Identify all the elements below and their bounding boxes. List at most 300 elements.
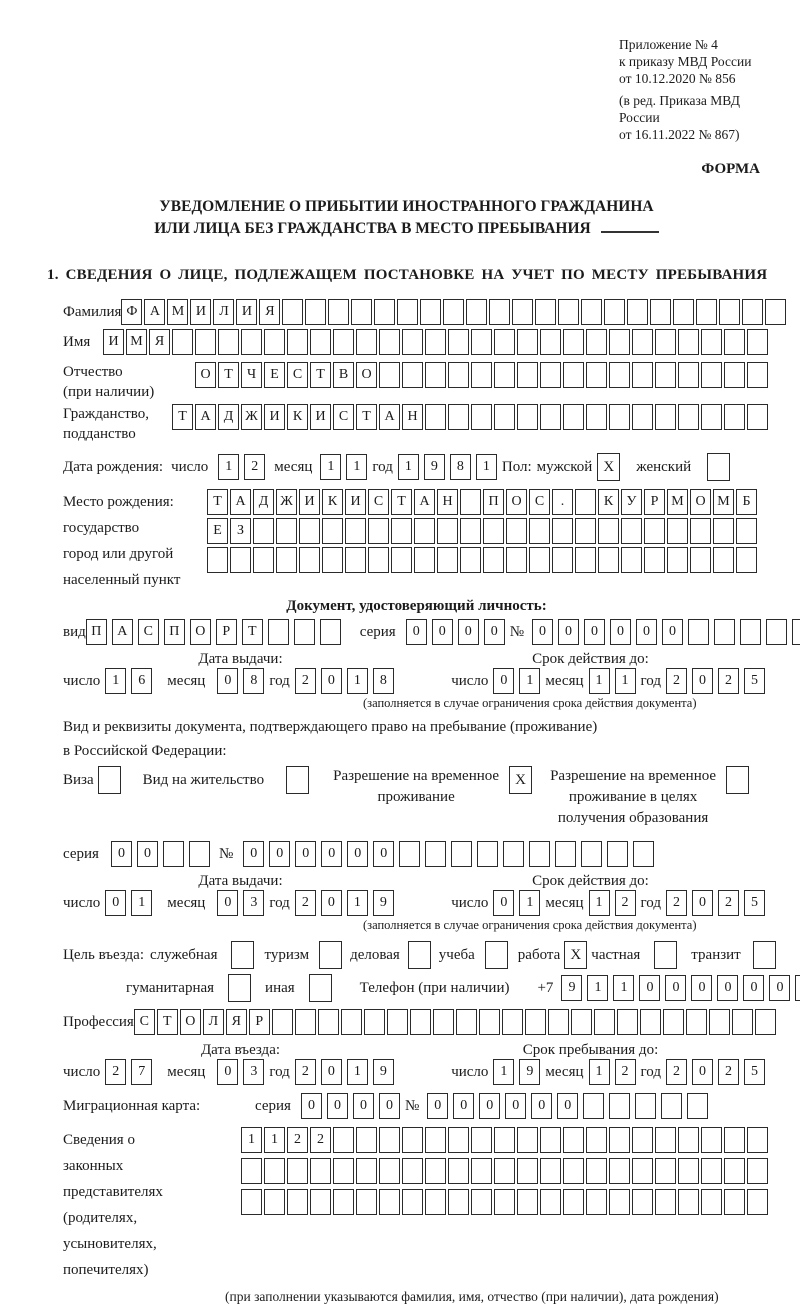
char-cell[interactable] [379,1127,400,1153]
purpose-tourism-checkbox[interactable] [319,941,342,969]
char-cell[interactable] [701,1127,722,1153]
char-cell[interactable] [678,1127,699,1153]
char-cell[interactable] [494,1158,515,1184]
char-cell[interactable] [425,362,446,388]
char-cell[interactable] [540,1189,561,1215]
char-cell[interactable] [471,1127,492,1153]
char-cell[interactable]: 0 [665,975,686,1001]
char-cell[interactable] [414,547,435,573]
char-cell[interactable]: 0 [217,890,238,916]
char-cell[interactable]: 1 [347,668,368,694]
char-cell[interactable] [364,1009,385,1035]
char-cell[interactable] [402,1127,423,1153]
char-cell[interactable] [678,1189,699,1215]
char-cell[interactable] [627,299,648,325]
char-cell[interactable] [379,1158,400,1184]
char-cell[interactable] [351,299,372,325]
char-cell[interactable]: Р [216,619,237,645]
char-cell[interactable] [345,518,366,544]
purpose-study-checkbox[interactable] [485,941,508,969]
char-cell[interactable]: 0 [137,841,158,867]
char-cell[interactable] [517,329,538,355]
char-cell[interactable]: 2 [615,1059,636,1085]
char-cell[interactable] [678,1158,699,1184]
char-cell[interactable] [621,547,642,573]
edu-permit-checkbox[interactable] [726,766,749,794]
char-cell[interactable]: И [103,329,124,355]
char-cell[interactable] [471,1189,492,1215]
char-cell[interactable] [479,1009,500,1035]
char-cell[interactable] [709,1009,730,1035]
char-cell[interactable]: З [230,518,251,544]
char-cell[interactable]: Ф [121,299,142,325]
char-cell[interactable]: И [236,299,257,325]
char-cell[interactable]: Я [226,1009,247,1035]
char-cell[interactable] [701,404,722,430]
char-cell[interactable] [540,329,561,355]
char-cell[interactable] [529,547,550,573]
char-cell[interactable]: 0 [691,975,712,1001]
char-cell[interactable] [640,1009,661,1035]
char-cell[interactable]: 7 [131,1059,152,1085]
char-cell[interactable] [287,1158,308,1184]
char-cell[interactable] [437,518,458,544]
char-cell[interactable]: Ж [276,489,297,515]
char-cell[interactable] [506,547,527,573]
char-cell[interactable] [632,1127,653,1153]
char-cell[interactable] [581,299,602,325]
char-cell[interactable] [189,841,210,867]
char-cell[interactable] [333,329,354,355]
char-cell[interactable] [742,299,763,325]
char-cell[interactable] [287,329,308,355]
char-cell[interactable]: 1 [241,1127,262,1153]
char-cell[interactable] [713,547,734,573]
char-cell[interactable] [552,518,573,544]
char-cell[interactable] [747,404,768,430]
char-cell[interactable] [583,1093,604,1119]
char-cell[interactable]: П [483,489,504,515]
char-cell[interactable]: 0 [321,668,342,694]
char-cell[interactable] [230,547,251,573]
char-cell[interactable] [218,329,239,355]
char-cell[interactable] [563,362,584,388]
char-cell[interactable] [241,329,262,355]
char-cell[interactable]: Т [310,362,331,388]
char-cell[interactable]: Я [149,329,170,355]
char-cell[interactable] [443,299,464,325]
char-cell[interactable] [305,299,326,325]
char-cell[interactable]: К [287,404,308,430]
char-cell[interactable]: 0 [484,619,505,645]
char-cell[interactable] [299,518,320,544]
purpose-transit-checkbox[interactable] [753,941,776,969]
char-cell[interactable]: А [144,299,165,325]
char-cell[interactable] [451,841,472,867]
char-cell[interactable]: Т [218,362,239,388]
char-cell[interactable] [609,1158,630,1184]
char-cell[interactable] [494,362,515,388]
char-cell[interactable] [529,518,550,544]
char-cell[interactable] [586,1189,607,1215]
char-cell[interactable]: 1 [218,454,239,480]
char-cell[interactable]: Т [157,1009,178,1035]
char-cell[interactable]: А [195,404,216,430]
char-cell[interactable]: Р [644,489,665,515]
char-cell[interactable]: 0 [531,1093,552,1119]
char-cell[interactable] [402,362,423,388]
char-cell[interactable]: С [134,1009,155,1035]
char-cell[interactable] [747,1158,768,1184]
char-cell[interactable] [609,1189,630,1215]
char-cell[interactable]: 0 [692,1059,713,1085]
char-cell[interactable] [402,1158,423,1184]
char-cell[interactable] [667,547,688,573]
char-cell[interactable]: 3 [243,1059,264,1085]
purpose-other-checkbox[interactable] [309,974,332,1002]
char-cell[interactable] [494,404,515,430]
char-cell[interactable] [333,1127,354,1153]
char-cell[interactable] [425,1158,446,1184]
char-cell[interactable] [241,1189,262,1215]
char-cell[interactable] [632,1158,653,1184]
char-cell[interactable]: 9 [373,1059,394,1085]
char-cell[interactable] [766,619,787,645]
char-cell[interactable]: 1 [589,890,610,916]
char-cell[interactable] [163,841,184,867]
char-cell[interactable] [765,299,786,325]
char-cell[interactable] [456,1009,477,1035]
char-cell[interactable]: 1 [493,1059,514,1085]
char-cell[interactable] [471,404,492,430]
char-cell[interactable] [548,1009,569,1035]
purpose-work-checkbox[interactable]: X [564,941,587,969]
char-cell[interactable] [379,1189,400,1215]
char-cell[interactable]: 0 [453,1093,474,1119]
char-cell[interactable]: 0 [321,1059,342,1085]
char-cell[interactable]: Л [203,1009,224,1035]
char-cell[interactable] [655,1158,676,1184]
char-cell[interactable] [448,1127,469,1153]
char-cell[interactable]: Т [356,404,377,430]
char-cell[interactable]: М [126,329,147,355]
char-cell[interactable]: 0 [321,841,342,867]
char-cell[interactable] [598,518,619,544]
char-cell[interactable]: 2 [666,1059,687,1085]
char-cell[interactable] [586,329,607,355]
char-cell[interactable] [678,329,699,355]
char-cell[interactable] [341,1009,362,1035]
char-cell[interactable]: 0 [532,619,553,645]
char-cell[interactable]: 0 [379,1093,400,1119]
char-cell[interactable] [667,518,688,544]
purpose-humanitarian-checkbox[interactable] [228,974,251,1002]
char-cell[interactable] [655,362,676,388]
char-cell[interactable] [644,518,665,544]
char-cell[interactable] [678,362,699,388]
char-cell[interactable] [740,619,761,645]
char-cell[interactable] [320,619,341,645]
char-cell[interactable]: 2 [295,668,316,694]
char-cell[interactable] [318,1009,339,1035]
char-cell[interactable]: К [322,489,343,515]
char-cell[interactable] [621,518,642,544]
char-cell[interactable] [540,1127,561,1153]
char-cell[interactable] [661,1093,682,1119]
char-cell[interactable] [466,299,487,325]
char-cell[interactable] [471,329,492,355]
char-cell[interactable] [322,547,343,573]
char-cell[interactable] [650,299,671,325]
char-cell[interactable]: И [310,404,331,430]
char-cell[interactable] [387,1009,408,1035]
purpose-official-checkbox[interactable] [231,941,254,969]
sex-female-checkbox[interactable] [707,453,730,481]
char-cell[interactable]: 9 [373,890,394,916]
char-cell[interactable] [563,404,584,430]
char-cell[interactable]: 1 [398,454,419,480]
char-cell[interactable] [686,1009,707,1035]
char-cell[interactable]: Р [249,1009,270,1035]
char-cell[interactable] [310,1158,331,1184]
char-cell[interactable]: 1 [264,1127,285,1153]
char-cell[interactable] [414,518,435,544]
char-cell[interactable] [494,329,515,355]
char-cell[interactable] [632,362,653,388]
char-cell[interactable] [402,329,423,355]
char-cell[interactable]: 0 [662,619,683,645]
char-cell[interactable]: 9 [424,454,445,480]
sex-male-checkbox[interactable]: X [597,453,620,481]
char-cell[interactable] [701,362,722,388]
char-cell[interactable] [575,547,596,573]
char-cell[interactable] [517,1158,538,1184]
char-cell[interactable] [655,1127,676,1153]
char-cell[interactable]: 0 [269,841,290,867]
char-cell[interactable] [503,841,524,867]
char-cell[interactable]: . [552,489,573,515]
char-cell[interactable]: 9 [519,1059,540,1085]
char-cell[interactable]: 0 [558,619,579,645]
char-cell[interactable]: 8 [450,454,471,480]
char-cell[interactable] [563,1158,584,1184]
char-cell[interactable] [356,1127,377,1153]
char-cell[interactable] [635,1093,656,1119]
char-cell[interactable] [448,329,469,355]
char-cell[interactable] [571,1009,592,1035]
char-cell[interactable] [517,1127,538,1153]
char-cell[interactable] [558,299,579,325]
char-cell[interactable]: С [138,619,159,645]
char-cell[interactable] [632,329,653,355]
char-cell[interactable] [448,1158,469,1184]
char-cell[interactable]: 0 [769,975,790,1001]
char-cell[interactable]: 1 [346,454,367,480]
char-cell[interactable] [678,404,699,430]
char-cell[interactable] [310,329,331,355]
char-cell[interactable] [633,841,654,867]
purpose-private-checkbox[interactable] [654,941,677,969]
char-cell[interactable] [609,329,630,355]
char-cell[interactable] [617,1009,638,1035]
char-cell[interactable]: 8 [373,668,394,694]
char-cell[interactable]: Ж [241,404,262,430]
char-cell[interactable] [333,1158,354,1184]
char-cell[interactable]: 2 [666,890,687,916]
char-cell[interactable]: 0 [610,619,631,645]
char-cell[interactable] [282,299,303,325]
char-cell[interactable]: Т [391,489,412,515]
char-cell[interactable] [448,1189,469,1215]
char-cell[interactable]: 0 [432,619,453,645]
char-cell[interactable]: 2 [295,1059,316,1085]
char-cell[interactable] [333,1189,354,1215]
char-cell[interactable]: 0 [347,841,368,867]
char-cell[interactable] [425,404,446,430]
char-cell[interactable]: 1 [347,1059,368,1085]
char-cell[interactable] [460,547,481,573]
char-cell[interactable] [294,619,315,645]
char-cell[interactable]: Т [242,619,263,645]
char-cell[interactable]: 1 [131,890,152,916]
char-cell[interactable] [433,1009,454,1035]
char-cell[interactable] [345,547,366,573]
char-cell[interactable] [502,1009,523,1035]
char-cell[interactable]: 0 [427,1093,448,1119]
char-cell[interactable]: Т [172,404,193,430]
char-cell[interactable]: О [506,489,527,515]
char-cell[interactable] [655,404,676,430]
visa-checkbox[interactable] [98,766,121,794]
char-cell[interactable] [724,362,745,388]
char-cell[interactable]: У [621,489,642,515]
char-cell[interactable] [563,1127,584,1153]
char-cell[interactable]: 1 [347,890,368,916]
char-cell[interactable] [272,1009,293,1035]
char-cell[interactable]: К [598,489,619,515]
char-cell[interactable]: 2 [615,890,636,916]
char-cell[interactable]: 3 [243,890,264,916]
char-cell[interactable] [724,404,745,430]
char-cell[interactable] [471,362,492,388]
char-cell[interactable] [425,1127,446,1153]
char-cell[interactable] [525,1009,546,1035]
char-cell[interactable]: 2 [295,890,316,916]
char-cell[interactable] [690,518,711,544]
char-cell[interactable] [555,841,576,867]
char-cell[interactable] [632,404,653,430]
char-cell[interactable] [736,547,757,573]
char-cell[interactable] [540,404,561,430]
char-cell[interactable] [512,299,533,325]
char-cell[interactable] [586,1127,607,1153]
char-cell[interactable]: 1 [589,668,610,694]
char-cell[interactable] [724,1158,745,1184]
char-cell[interactable]: И [345,489,366,515]
char-cell[interactable] [701,1158,722,1184]
char-cell[interactable]: 0 [373,841,394,867]
char-cell[interactable] [687,1093,708,1119]
char-cell[interactable] [792,619,800,645]
char-cell[interactable] [391,547,412,573]
char-cell[interactable]: Ч [241,362,262,388]
char-cell[interactable]: Е [264,362,285,388]
char-cell[interactable] [379,362,400,388]
char-cell[interactable]: 2 [666,668,687,694]
char-cell[interactable]: 0 [353,1093,374,1119]
char-cell[interactable]: 1 [519,668,540,694]
char-cell[interactable]: 0 [479,1093,500,1119]
char-cell[interactable]: П [164,619,185,645]
char-cell[interactable]: О [180,1009,201,1035]
char-cell[interactable] [529,841,550,867]
char-cell[interactable]: О [690,489,711,515]
char-cell[interactable] [374,299,395,325]
char-cell[interactable]: О [356,362,377,388]
char-cell[interactable] [477,841,498,867]
char-cell[interactable] [607,841,628,867]
char-cell[interactable] [604,299,625,325]
char-cell[interactable] [253,547,274,573]
char-cell[interactable]: 8 [243,668,264,694]
char-cell[interactable] [609,404,630,430]
char-cell[interactable]: М [667,489,688,515]
char-cell[interactable] [368,547,389,573]
char-cell[interactable]: 5 [744,668,765,694]
char-cell[interactable] [437,547,458,573]
char-cell[interactable]: 0 [692,668,713,694]
char-cell[interactable] [379,329,400,355]
char-cell[interactable]: 9 [561,975,582,1001]
char-cell[interactable] [295,1009,316,1035]
char-cell[interactable] [540,1158,561,1184]
char-cell[interactable]: 1 [587,975,608,1001]
char-cell[interactable] [471,1158,492,1184]
char-cell[interactable] [391,518,412,544]
char-cell[interactable]: 2 [105,1059,126,1085]
char-cell[interactable] [264,1158,285,1184]
char-cell[interactable]: М [167,299,188,325]
char-cell[interactable] [663,1009,684,1035]
char-cell[interactable]: 0 [406,619,427,645]
char-cell[interactable] [517,362,538,388]
char-cell[interactable] [713,518,734,544]
char-cell[interactable] [701,1189,722,1215]
char-cell[interactable] [399,841,420,867]
char-cell[interactable]: С [333,404,354,430]
char-cell[interactable]: 0 [217,668,238,694]
char-cell[interactable] [719,299,740,325]
char-cell[interactable] [195,329,216,355]
char-cell[interactable] [540,362,561,388]
char-cell[interactable]: 0 [321,890,342,916]
char-cell[interactable]: 2 [718,1059,739,1085]
char-cell[interactable] [268,619,289,645]
char-cell[interactable]: 1 [105,668,126,694]
char-cell[interactable] [328,299,349,325]
char-cell[interactable]: 1 [519,890,540,916]
char-cell[interactable]: 1 [589,1059,610,1085]
char-cell[interactable] [747,362,768,388]
char-cell[interactable] [506,518,527,544]
char-cell[interactable]: Н [402,404,423,430]
char-cell[interactable] [207,547,228,573]
char-cell[interactable] [732,1009,753,1035]
char-cell[interactable]: 0 [639,975,660,1001]
char-cell[interactable]: Н [437,489,458,515]
char-cell[interactable]: Т [207,489,228,515]
char-cell[interactable] [264,1189,285,1215]
